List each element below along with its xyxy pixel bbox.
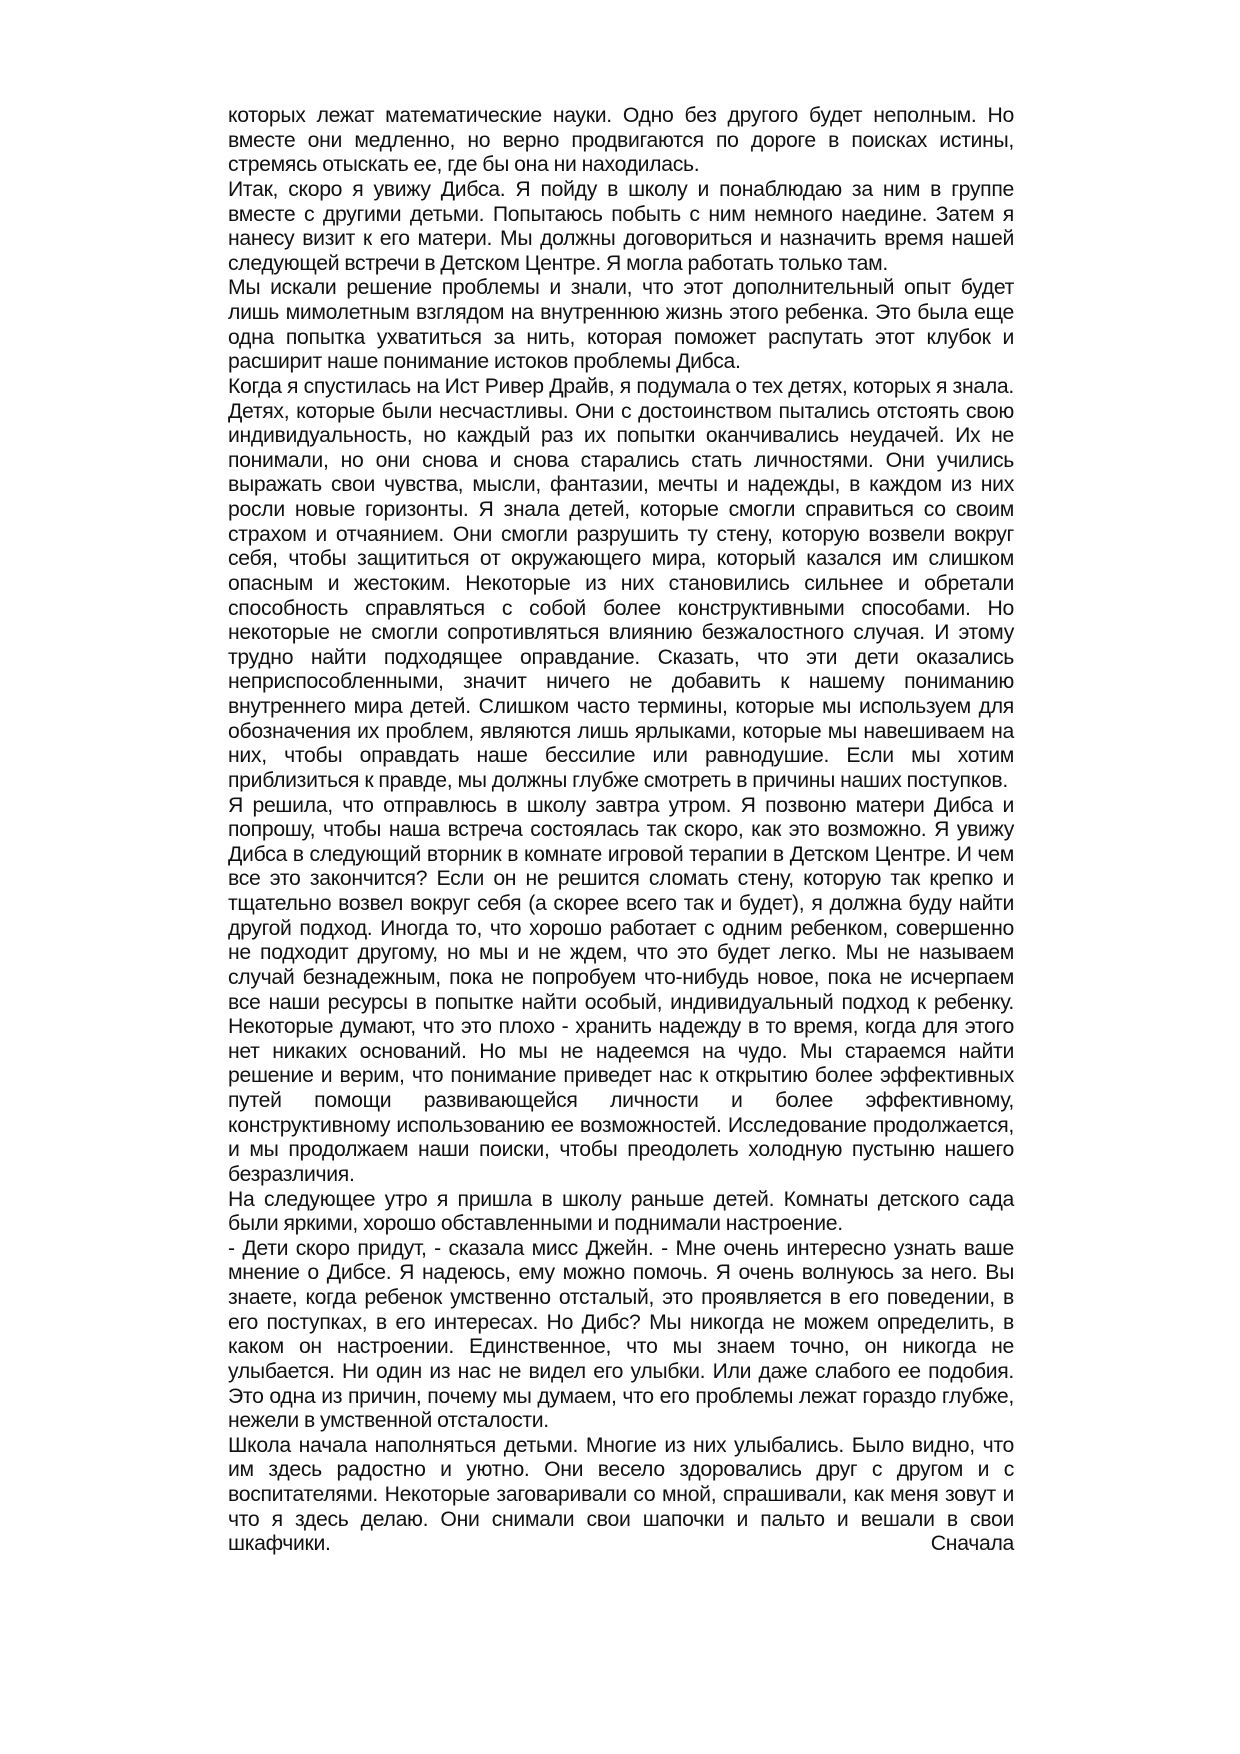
document-page — [228, 104, 1014, 1557]
paragraph-5: Я решила, что отправлюсь в школу завтра утром. Я позвоню матери Дибса и попрошу, чтобы наша встреча состоялась так скоро, как это возможно. Я увижу Дибса в следующий вторник в комнате игровой терапии в Детском Центре. И чем все это закончится? Если он не решится сломать стену, которую так крепко и тщательно возвел вокруг себя (а скорее всего так и будет), я должна буду найти другой подход. Иногда то, что хорошо работает с одним ребенком, совершенно не подходит другому, но мы и не ждем, что это будет легко. Мы не называем случай безнадежным, пока не попробуем что-нибудь новое, пока не исчерпаем все наши ресурсы в попытке найти особый, индивидуальный подход к ребенку. Некоторые думают, что это плохо - хранить надежду в то время, когда для этого нет никаких оснований. Но мы не надеемся на чудо. Мы стараемся найти решение и верим, что понимание приведет нас к открытию более эффективных путей помощи развивающейся личности и более эффективному, конструктивному использованию ее возможностей. Исследование продолжается, и мы продолжаем наши поиски, чтобы преодолеть холодную пустыню нашего безразличия. — [228, 793, 1014, 1186]
paragraph-4: Когда я спустилась на Ист Ривер Драйв, я подумала о тех детях, которых я знала. Детях, которые были несчастливы. Они с достоинством пытались отстоять свою индивидуальность, но каждый раз их попытки оканчивались неудачей. Их не понимали, но они снова и снова старались стать личностями. Они учились выражать свои чувства, мысли, фантазии, мечты и надежды, в каждом из них росли новые горизонты. Я знала детей, которые смогли справиться со своим страхом и отчаянием. Они смогли разрушить ту стену, которую возвели вокруг себя, чтобы защититься от окружающего мира, который казался им слишком опасным и жестоким. Некоторые из них становились сильнее и обретали способность справляться с собой более конструктивными способами. Но некоторые не смогли сопротивляться влиянию безжалостного случая. И этому трудно найти подходящее оправдание. Сказать, что эти дети оказались неприспособленными, значит ничего не добавить к нашему пониманию внутреннего мира детей. Слишком часто термины, которые мы используем для обозначения их проблем, являются лишь ярлыками, которые мы навешиваем на них, чтобы оправдать наше бессилие или равнодушие. Если мы хотим приблизиться к правде, мы должны глубже смотреть в причины наших поступков. — [228, 374, 1014, 792]
paragraph-7: - Дети скоро придут, - сказала мисс Джейн. - Мне очень интересно узнать ваше мнение о Дибсе. Я надеюсь, ему можно помочь. Я очень волнуюсь за него. Вы знаете, когда ребенок умственно отсталый, это проявляется в его поведении, в его поступках, в его интересах. Но Дибс? Мы никогда не можем определить, в каком он настроении. Единственное, что мы знаем точно, он никогда не улыбается. Ни один из нас не видел его улыбки. Или даже слабого ее подобия. Это одна из причин, почему мы думаем, что его проблемы лежат гораздо глубже, нежели в умственной отсталости. — [228, 1236, 1014, 1433]
paragraph-8: Школа начала наполняться детьми. Многие из них улыбались. Было видно, что им здесь радостно и уютно. Они весело здоровались друг с другом и с воспитателями. Некоторые заговаривали со мной, спрашивали, как меня зовут и что я здесь делаю. Они снимали свои шапочки и пальто и вешали в свои шкафчики. Сначала — [228, 1433, 1014, 1556]
paragraph-1: которых лежат математические науки. Одно без другого будет неполным. Но вместе они медленно, но верно продвигаются по дороге в поисках истины, стремясь отыскать ее, где бы она ни находилась. — [228, 104, 1014, 177]
paragraph-2: Итак, скоро я увижу Дибса. Я пойду в школу и понаблюдаю за ним в группе вместе с другими детьми. Попытаюсь побыть с ним немного наедине. Затем я нанесу визит к его матери. Мы должны договориться и назначить время нашей следующей встречи в Детском Центре. Я могла работать только там. — [228, 177, 1014, 275]
paragraph-3: Мы искали решение проблемы и знали, что этот дополнительный опыт будет лишь мимолетным взглядом на внутреннюю жизнь этого ребенка. Это была еще одна попытка ухватиться за нить, которая поможет распутать этот клубок и расширит наше понимание истоков проблемы Дибса. — [228, 276, 1014, 374]
paragraph-6: На следующее утро я пришла в школу раньше детей. Комнаты детского сада были яркими, хорошо обставленными и поднимали настроение. — [228, 1187, 1014, 1236]
